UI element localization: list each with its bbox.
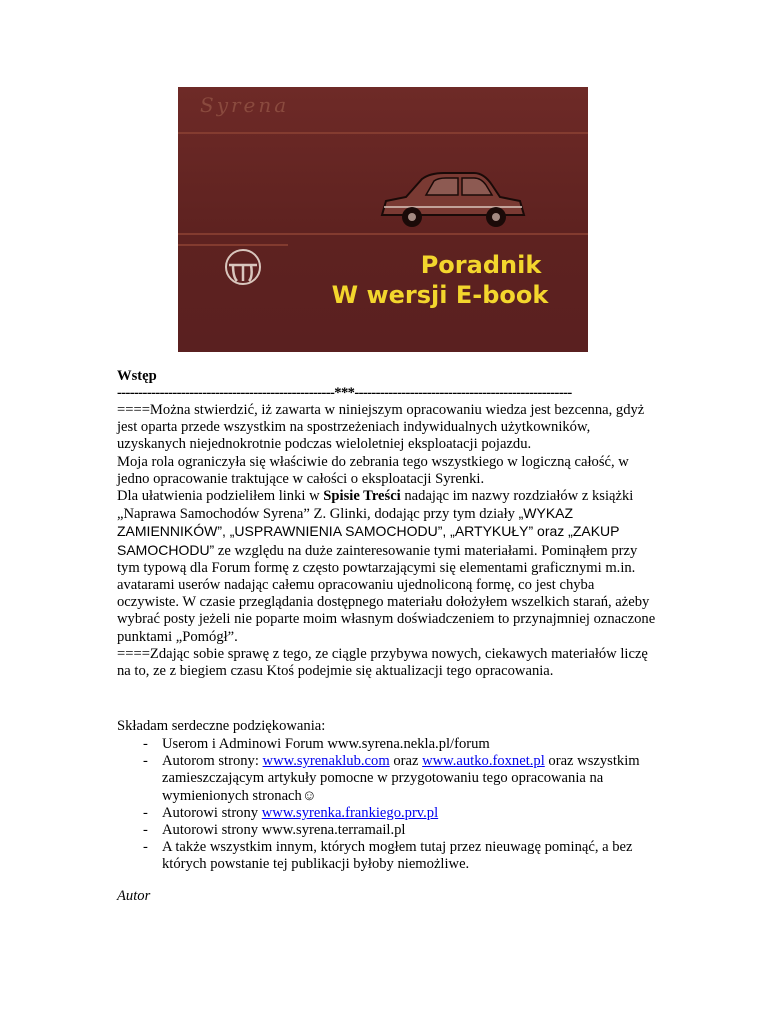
- cover-stripe: [178, 244, 288, 246]
- item-text: Userom i Adminowi Forum www.syrena.nekla.pl/forum: [162, 736, 490, 752]
- item-text: Autorowi strony www.syrena.terramail.pl: [162, 822, 406, 839]
- link-autko[interactable]: www.autko.foxnet.pl: [422, 753, 545, 770]
- author-signature: Autor: [117, 888, 151, 904]
- bullet-dash: -: [143, 804, 148, 821]
- list-item: [138, 753, 658, 805]
- thanks-list: [138, 736, 658, 874]
- item-text: oraz: [389, 753, 423, 770]
- intro-paragraph-3: [117, 488, 657, 646]
- bullet-dash: -: [143, 839, 148, 856]
- item-text: Autorowi strony: [162, 804, 262, 821]
- p3-start: Dla ułatwienia podzieliłem linki w: [117, 488, 324, 505]
- separator: ---------------------------------------------------***---------------------------------------------------: [117, 385, 572, 401]
- section-heading: Wstęp: [117, 368, 157, 384]
- list-item: [138, 822, 658, 839]
- item-text: oraz wszystkim zamieszczającym artykuły pomocne w przygotowaniu tego opracowania na wymienionych stronach☺: [162, 753, 640, 804]
- link-frankiego[interactable]: www.syrenka.frankiego.prv.pl: [261, 804, 439, 821]
- list-item: [138, 839, 658, 873]
- item-text: Autorom strony:: [162, 753, 263, 770]
- bullet-dash: -: [143, 753, 148, 770]
- p3-mid: nadając im nazwy rozdziałów z książki „Naprawa Samochodów Syrena” Z. Glinki, dodając przy tym działy: [117, 488, 634, 523]
- intro-paragraph-1: ====Można stwierdzić, iż zawarta w niniejszym opracowaniu wiedza jest bezcenna, gdyż jest oparta przede wszystkim na spostrzeżeniach indywidualnych użytkowników, uzyskanych niejednokrotnie podczas wieloletniej eksploatacji pojazdu.: [117, 402, 645, 453]
- car-icon: [378, 167, 528, 237]
- cover-title-line1: Poradnik: [420, 251, 542, 279]
- list-item: [138, 805, 658, 822]
- intro-text: [117, 402, 657, 680]
- cover-title-line2: W wersji E-book: [331, 281, 549, 309]
- link-syrenaklub[interactable]: www.syrenaklub.com: [262, 753, 390, 770]
- intro-paragraph-2: Moja rola ograniczyła się właściwie do zebrania tego wszystkiego w logiczną całość, w jedno opracowanie traktujące w całości o eksploatacji Syrenki.: [117, 453, 629, 487]
- intro-paragraph-4: ====Zdając sobie sprawę z tego, ze ciągle przybywa nowych, ciekawych materiałów liczę na to, ze z biegiem czasu Ktoś podejmie się aktualizacji tego opracowania.: [117, 645, 648, 680]
- cover-image: [178, 87, 588, 352]
- list-item: [138, 736, 658, 753]
- cover-stripe: [178, 132, 588, 134]
- section-names: „WYKAZ ZAMIENNIKÓW”, „USPRAWNIENIA SAMOCHODU”, „ARTYKUŁY” oraz „ZAKUP SAMOCHODU”: [117, 505, 620, 558]
- thanks-intro: Składam serdeczne podziękowania:: [117, 718, 326, 734]
- toc-reference: Spisie Treści: [323, 488, 401, 505]
- cover-brand: Syrena: [200, 93, 290, 117]
- item-text: A także wszystkim innym, których mogłem tutaj przez nieuwagę pominąć, a bez których powstanie tej publikacji byłoby niemożliwe.: [162, 839, 633, 873]
- sm-logo-icon: [223, 247, 263, 287]
- p3-end: ze względu na duże zainteresowanie tymi materiałami. Pominąłem przy tym typową dla Forum formę z często powtarzającymi się elementami graficznymi m.in. avatarami userów nadając całemu opracowaniu ujednoliconą formę, co jest chyba oczywiste. W czasie przeglądania dostępnego materiału dołożyłem wszelkich starań, ażeby wybrać posty jeżeli nie poparte moim własnym doświadczeniem to przynajmniej oznaczone punktami „Pomógł”.: [117, 542, 656, 645]
- bullet-dash: -: [143, 736, 148, 752]
- bullet-dash: -: [143, 822, 148, 839]
